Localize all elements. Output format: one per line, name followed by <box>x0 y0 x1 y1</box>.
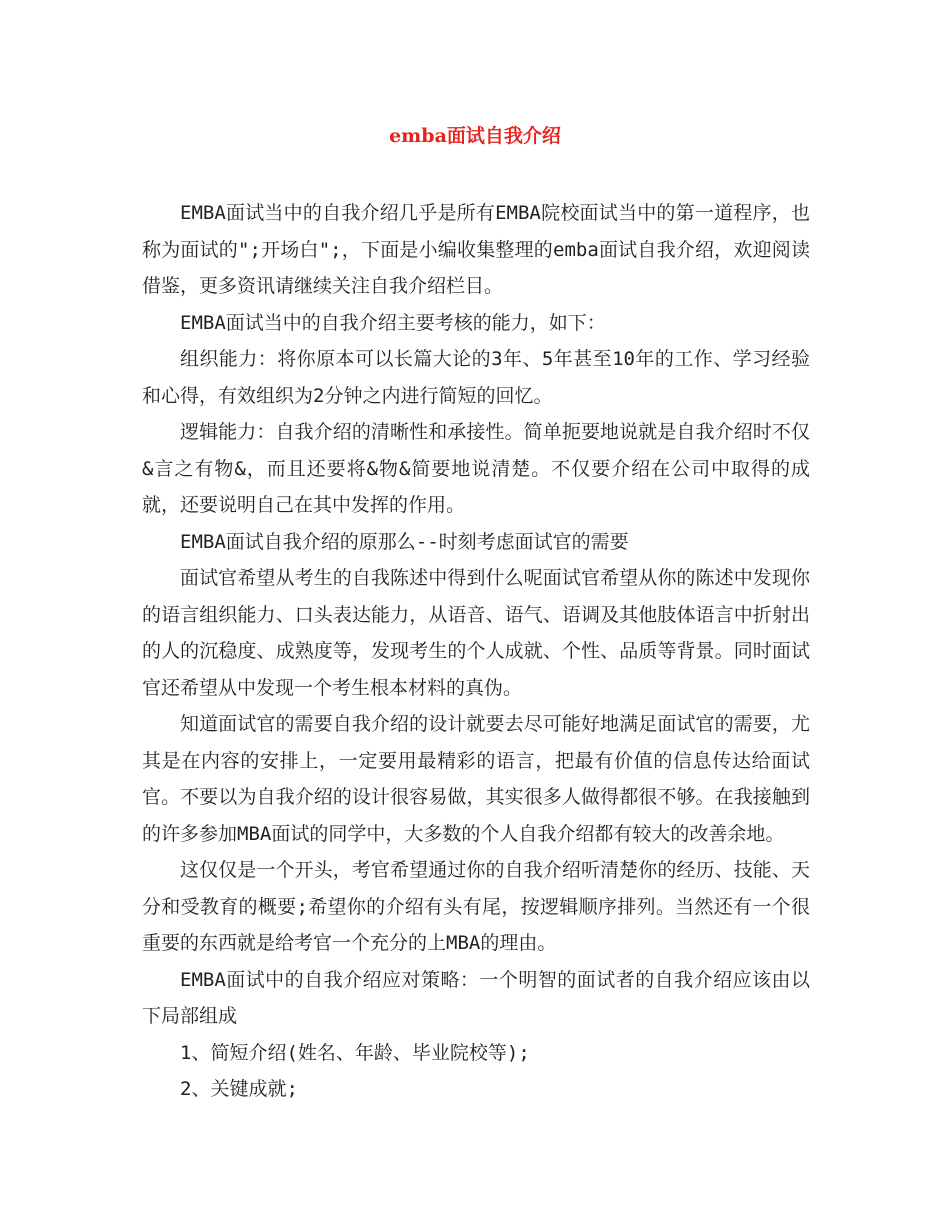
paragraph-organization-ability: 组织能力：将你原本可以长篇大论的3年、5年甚至10年的工作、学习经验和心得，有效组织为2分钟之内进行简短的回忆。 <box>142 348 810 407</box>
paragraph-abilities-heading: EMBA面试当中的自我介绍主要考核的能力，如下： <box>180 311 606 334</box>
paragraph-opening: 这仅仅是一个开头，考官希望通过你的自我介绍听清楚你的经历、技能、天分和受教育的概要;希望你的介绍有头有尾，按逻辑顺序排列。当然还有一个很重要的东西就是给考官一个充分的上MBA的理由。 <box>142 859 810 954</box>
paragraph-design-advice: 知道面试官的需要自我介绍的设计就要去尽可能好地满足面试官的需要，尤其是在内容的安排上，一定要用最精彩的语言，把最有价值的信息传达给面试官。不要以为自我介绍的设计很容易做，其实很多人做得都很不够。在我接触到的许多参加MBA面试的同学中，大多数的个人自我介绍都有较大的改善余地。 <box>142 713 810 845</box>
paragraph-intro: EMBA面试当中的自我介绍几乎是所有EMBA院校面试当中的第一道程序，也称为面试的";开场白";，下面是小编收集整理的emba面试自我介绍，欢迎阅读借鉴，更多资讯请继续关注自我介绍栏目。 <box>142 202 810 297</box>
list-item-brief-intro: 1、简短介绍(姓名、年龄、毕业院校等); <box>180 1041 530 1064</box>
list-item-key-achievements: 2、关键成就; <box>180 1078 298 1100</box>
paragraph-principle-heading: EMBA面试自我介绍的原那么--时刻考虑面试官的需要 <box>180 530 629 553</box>
paragraph-logic-ability: 逻辑能力：自我介绍的清晰性和承接性。简单扼要地说就是自我介绍时不仅&言之有物&，而且还要将&物&简要地说清楚。不仅要介绍在公司中取得的成就，还要说明自己在其中发挥的作用。 <box>142 421 810 516</box>
document-title: emba面试自我介绍 <box>389 125 561 147</box>
paragraph-interviewer-expectations: 面试官希望从考生的自我陈述中得到什么呢面试官希望从你的陈述中发现你的语言组织能力、口头表达能力，从语音、语气、语调及其他肢体语言中折射出的人的沉稳度、成熟度等，发现考生的个人成就、个性、品质等背景。同时面试官还希望从中发现一个考生根本材料的真伪。 <box>142 567 810 699</box>
document-body <box>142 195 810 1108</box>
paragraph-strategy-heading: EMBA面试中的自我介绍应对策略：一个明智的面试者的自我介绍应该由以下局部组成 <box>142 968 810 1027</box>
